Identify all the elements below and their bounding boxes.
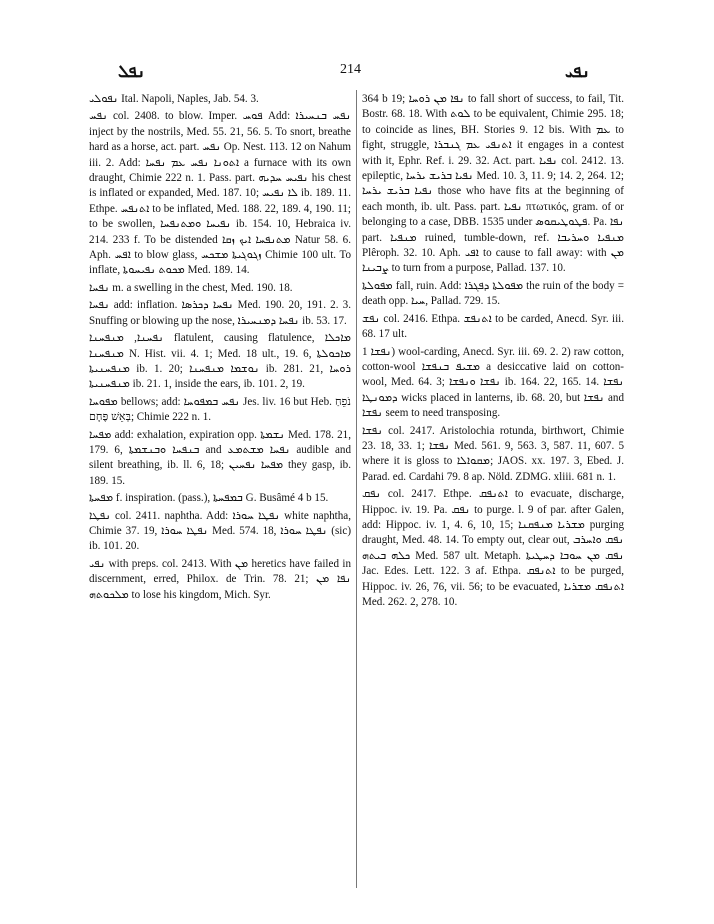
dictionary-entry: ܡܦܘܚܐ bellows; add: ܢܦܚ ܒܡܦܘܚܐ Jes. liv. 16 but Heb. נֹפֵחַ בְּאֵשׁ פֶּחָם; Chimie 222 n. 1. xyxy=(89,395,351,424)
dictionary-entry: ܢܦܩ col. 2417. Ethpe. ܐܬܢܦܩ to evacuate, discharge, Hippoc. iv. 19. Pa. ܢܦܩ to purge. l. 9 of par. after Galen, add: Hippoc. iv. 1, 4. 6, 10, 15; ܡܫܪܝܐ ܡܢܦܩܢܐ purging draught, Med. 48. 14. To empty out, clear out, ܢܦܩ ܘܐܚܪܒ ܟܠܗ ܒܝܬܗ Med. 587 ult. Metaph. ܢܦܩ ܡܢ ܚܘܒܐ ܕܚܛܝܬܐ Jac. Edes. Lett. 122. 3 af. Ethpa. ܐܬܢܦܩ to be purged, Hippoc. iv. 26, 76, vii. 56; to be evacuated, ܐܬܢܦܩ ܡܫܪܝܐ Med. 262. 2, 278. 10. xyxy=(362,488,624,608)
dictionary-entry: ܡܦܚܬܐ f. inspiration. (pass.), ܒܡܦܚܬܐ G. Busâmé 4 b 15. xyxy=(89,492,329,505)
dictionary-entry: ܢܦܫܐ 1) wool-carding, Anecd. Syr. iii. 69. 2. 2) raw cotton, cotton-wool ܡܫܝܦ ܒܢܦܫܐ a desiccative laid on cotton-wool, Med. 64. 3; ܢܦܫܐ ܘܢܦܫܐ ib. 164. 22, 165. 14. ܢܦܫܐ ܕܡܘܢܛܐ wicks placed in lanterns, ib. 68. 20, but ܢܦܫܐ and ܢܦܫܐ seem to need transposing. xyxy=(362,345,624,420)
dictionary-entry: ܢܦܫܐ col. 2417. Aristolochia rotunda, birthwort, Chimie 23. 18, 33. 1; ܢܦܫܐ Med. 561. 9, 563. 3, 587. 11, 607. 5 where it is gloss to ܡܩܘܐܠܐ; JAOS. xx. 197. 3, Ebed. J. Parad. ed. Cardahi 79. 8 ap. Nöld. ZDMG. xliii. 681 n. 1. xyxy=(362,424,624,483)
page-header xyxy=(0,62,714,82)
dictionary-entry: ܢܦܚ col. 2408. to blow. Imper. ܦܘܚ Add: ܢܦܚ ܒܢܚܝܪܐ inject by the nostrils, Med. 55. 21, 56. 5. To snort, breathe hard as a horse, act. part. ܢܦܚ Op. Nest. 113. 12 on Nahum iii. 2. Add: ܐܬܘܢܐ ܢܦܚ ܥܡ ܢܦܚܐ a furnace with its own draught, Chimie 222 n. 1. Pass. part. ܢܦܝܚ ܚܕܝܗ his chest is inflated or expanded, Med. 187. 10; ܠܐ ܢܦܝܚ ib. 189. 11. Ethpe. ܐܬܢܦܚ to be inflated, Med. 188. 22, 189. 4, 190. 11; to be swollen, ܢܦܝܚܐ ܘܡܬܢܦܚܐ ib. 154. 10, Hebraica iv. 214. 233 f. To be distended ܡܬܢܦܚܐ ܐܝܟ ܙܩܐ Natur 58. 6. Aph. ܐܦܚ to blow glass, ܙܓܘܓܝܬܐ ܡܫܟܚ Chimie 100 ult. To inflate, ܡܟܘܬ ܢܦܝܚܘܬܐ Med. 189. 14. xyxy=(89,110,351,277)
page-number: 214 xyxy=(340,62,361,77)
right-running-headword: ܢܦܝ xyxy=(565,62,590,81)
dictionary-entry: ܢܦܛܐ col. 2411. naphtha. Add: ܢܦܛܐ ܚܘܪܐ white naphtha, Chimie 37. 19, ܢܦܛܐ ܚܘܪܐ Med. 574. 18, ܢܦܛܐ ܚܘܪܐ (sic) ib. 101. 20. xyxy=(89,509,351,553)
dictionary-entry: ܡܦܚܐ add: exhalation, expiration opp. ܢܫܡܬܐ Med. 178. 21, 179. 6, ܒܢܦܚܐ ܘܒܢܫܡܬܐ and ܢܦܚܐ ܡܫܬܡܥ audible and silent breathing, ib. ll. 6, 18; ܡܦܚܐ ܢܦܚܝܢ they gasp, ib. 189. 15. xyxy=(89,428,351,487)
dictionary-entry: ܢܦܘܠܝ Ital. Napoli, Naples, Jab. 54. 3. xyxy=(89,93,259,105)
left-running-headword: ܢܦܠ xyxy=(118,62,146,81)
dictionary-entry: ܢܦܚܐ add: inflation. ܢܦܚܐ ܕܟܪܣܐ Med. 190. 20, 191. 2. 3. Snuffing or blowing up the nose, ܢܦܚܐ ܕܡܢܚܝܪܐ ib. 53. 17. xyxy=(89,299,351,327)
dictionary-entry: ܢܦܝ with preps. col. 2413. With ܡܢ heretics have failed in discernment, erred, Philox. de Trin. 78. 21; ܢܦܐ ܡܢ ܡܠܟܘܬܗ to lose his kingdom, Mich. Syr. xyxy=(89,557,351,601)
right-column xyxy=(362,92,624,888)
dictionary-entry: ܡܦܘܠܬܐ fall, ruin. Add: ܡܦܘܠܬܐ ܕܦܓܪܐ the ruin of the body = death opp. ܚܝܐ, Pallad. 729. 15. xyxy=(362,279,624,308)
dictionary-entry: ܢܦܚܐ m. a swelling in the chest, Med. 190. 18. xyxy=(89,281,293,294)
column-divider xyxy=(356,90,357,888)
dictionary-entry: ܢܦܚܢܐ, ܡܢܦܚܢܐ flatulent, causing flatulence, ܡܐܟܠܐ ܡܢܦܚܢܐ N. Hist. vii. 4. 1; Med. 18 ult., 19. 6, ܡܐܟܘܠܬܐ ܡܢܦܚܢܝܬܐ ib. 1. 20; ܢܘܫܡܐ ܡܢܦܚܢܐ ib. 281. 21, ܪܘܚܐ ܡܢܦܚܢܝܬܐ ib. 21. 1, inside the ears, ib. 101. 2, 19. xyxy=(89,332,351,391)
left-column xyxy=(89,92,351,888)
dictionary-entry: 364 b 19; ܢܦܐ ܡܢ ܪܘܚܐ to fall short of success, to fail, Tit. Bostr. 68. 18. With ܠܘܬ to be equivalent, Chimie 295. 18; to coincide as lines, BH. Stories 9. 12 bis. With ܥܡ to fight, struggle, ܐܬܢܦܝ ܥܡ ܓܢܒܪܐ it engages in a contest with it, Ephr. Ref. i. 29. 32. Act. part. ܢܦܝܐ col. 2412. 13. epileptic, ܢܦܝܐ ܒܪܝܫ ܝܪܚܐ Med. 10. 3, 11. 9; 14. 2, 264. 12; ܢܦܝܐ ܒܪܝܫ ܝܪܚܐ those who have fits at the beginning of each month, ib. ult. Pass. part. ܢܦܝܐ πτωτικός, gram. of or belonging to a case, DBB. 1535 under ܦܛܘܛܝܩܘܣ. Pa. ܢܦܐ part. ܡܢܦܝܐ ruined, tumble-down, ref. ܡܢܦܝܐ ܘܚܪܝܒܐ Plêroph. 32. 10. Aph. ܐܦܝ to cause to fall away: with ܡܢ ܨܒܝܢܐ to turn from a purpose, Pallad. 137. 10. xyxy=(362,93,624,275)
dictionary-entry: ܢܦܫ col. 2416. Ethpa. ܐܬܢܦܫ to be carded, Anecd. Syr. iii. 68. 17 ult. xyxy=(362,312,624,341)
